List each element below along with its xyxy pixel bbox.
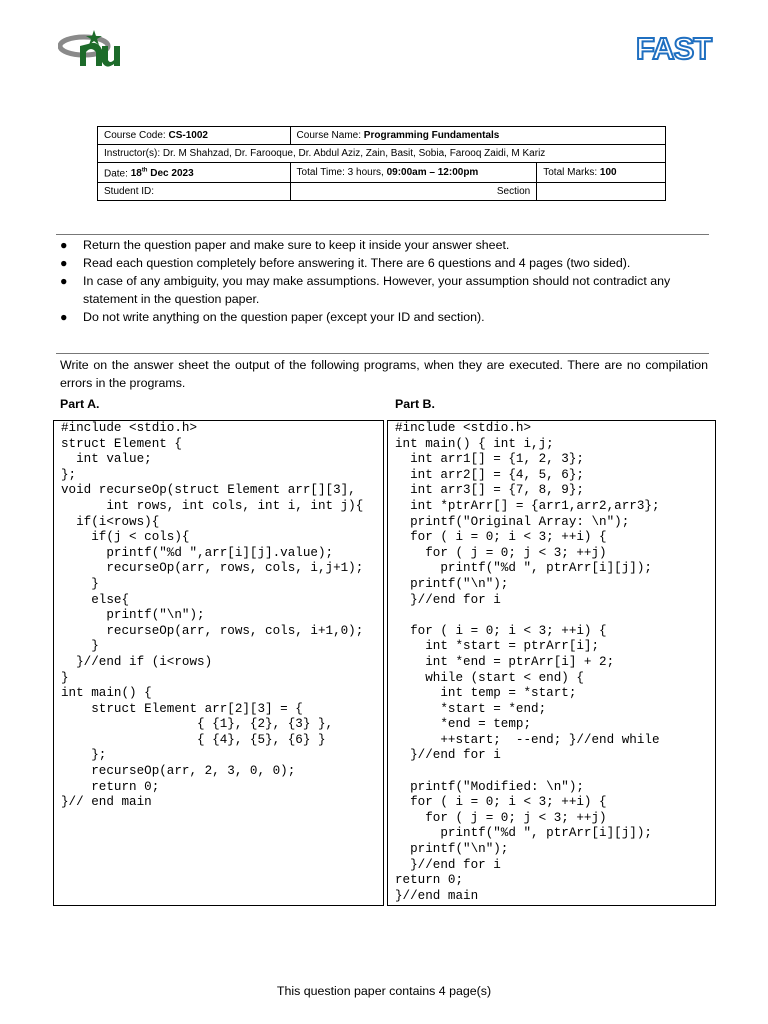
list-item: ● Return the question paper and make sure to keep it inside your answer sheet.: [60, 238, 510, 252]
code-line: for ( j = 0; j < 3; ++j): [395, 545, 607, 560]
list-item: ● Do not write anything on the question paper (except your ID and section).: [60, 310, 485, 324]
code-line: printf("Original Array: \n");: [395, 514, 630, 529]
code-line: for ( i = 0; i < 3; ++i) {: [395, 795, 607, 810]
total-time-cell: Total Time: 3 hours, 09:00am – 12:00pm: [290, 163, 537, 183]
code-line: if(j < cols){: [61, 530, 190, 545]
list-item: ● In case of any ambiguity, you may make assumptions. However, your assumption should not contradict any statement in the question paper.: [60, 274, 671, 306]
code-line: }//end for i: [395, 592, 501, 607]
date-cell: Date: 18th Dec 2023: [98, 163, 291, 183]
instructions-list: [56, 236, 712, 326]
code-line: int *end = ptrArr[i] + 2;: [395, 654, 615, 669]
part-b-label: Part B.: [395, 397, 435, 411]
exam-info-row-student: [98, 183, 666, 201]
code-line: *start = *end;: [395, 701, 547, 716]
code-line: #include <stdio.h>: [395, 421, 532, 435]
part-a-code-box: [53, 420, 384, 906]
code-line: while (start < end) {: [395, 670, 584, 685]
code-line: }//end main: [395, 888, 479, 903]
question-intro: Write on the answer sheet the output of the following programs, when they are executed. There are no compilation errors in the programs.: [60, 358, 708, 390]
code-line: int main() { int i,j;: [395, 436, 554, 451]
code-line: { {1}, {2}, {3} },: [61, 717, 334, 732]
nu-logo-icon: [58, 26, 122, 70]
list-item: ● Read each question completely before answering it. There are 6 questions and 4 pages (two sided).: [60, 256, 631, 270]
code-line: int *ptrArr[] = {arr1,arr2,arr3};: [395, 498, 660, 513]
exam-info-row-instructors: [98, 145, 666, 163]
code-line: }: [61, 576, 99, 591]
code-line: int arr3[] = {7, 8, 9};: [395, 483, 584, 498]
code-line: printf("\n");: [61, 608, 205, 623]
code-line: { {4}, {5}, {6} }: [61, 732, 326, 747]
code-line: int value;: [61, 452, 152, 467]
divider: [56, 353, 709, 354]
student-id-cell[interactable]: Student ID:: [98, 183, 291, 201]
code-line: };: [61, 748, 107, 763]
code-line: if(i<rows){: [61, 514, 160, 529]
bullet-icon: ●: [60, 238, 68, 252]
code-line: printf("%d ",arr[i][j].value);: [61, 545, 334, 560]
bullet-icon: ●: [60, 274, 68, 288]
section-value-cell[interactable]: [537, 183, 666, 201]
code-line: return 0;: [395, 873, 464, 888]
section-cell[interactable]: Section: [290, 183, 537, 201]
part-b-code-box: [387, 420, 716, 906]
code-line: struct Element arr[2][3] = {: [61, 701, 303, 716]
course-name-cell: Course Name: Programming Fundamentals: [290, 127, 665, 145]
code-line: printf("%d ", ptrArr[i][j]);: [395, 561, 652, 576]
bullet-icon: ●: [60, 310, 68, 324]
code-line: int temp = *start;: [395, 686, 577, 701]
code-line: }//end if (i<rows): [61, 654, 213, 669]
svg-text:FAST: FAST: [636, 32, 712, 62]
code-line: }: [61, 639, 99, 654]
exam-info-row-date: [98, 163, 666, 183]
code-line: for ( j = 0; j < 3; ++j): [395, 810, 607, 825]
code-line: int arr1[] = {1, 2, 3};: [395, 452, 584, 467]
part-a-label: Part A.: [60, 397, 100, 411]
code-line: }//end for i: [395, 748, 501, 763]
total-marks-cell: Total Marks: 100: [537, 163, 666, 183]
course-code-cell: Course Code: CS-1002: [98, 127, 291, 145]
code-line: [395, 764, 715, 780]
code-line: #include <stdio.h>: [61, 421, 198, 435]
code-line: }: [61, 670, 69, 685]
code-line: for ( i = 0; i < 3; ++i) {: [395, 623, 607, 638]
instructors-cell: Instructor(s): Dr. M Shahzad, Dr. Farooque, Dr. Abdul Aziz, Zain, Basit, Sobia, Farooq Zaidi, M Kariz: [98, 145, 666, 163]
code-line: }// end main: [61, 795, 152, 810]
code-line: recurseOp(arr, rows, cols, i+1,0);: [61, 623, 364, 638]
code-line: ++start; --end; }//end while: [395, 732, 660, 747]
code-line: *end = temp;: [395, 717, 532, 732]
code-line: }//end for i: [395, 857, 501, 872]
code-line: printf("\n");: [395, 576, 509, 591]
code-line: void recurseOp(struct Element arr[][3],: [61, 483, 356, 498]
code-line: return 0;: [61, 779, 160, 794]
bullet-icon: ●: [60, 256, 68, 270]
code-line: printf("Modified: \n");: [395, 779, 584, 794]
code-line: int rows, int cols, int i, int j){: [61, 498, 364, 513]
code-line: else{: [61, 592, 130, 607]
exam-info-row-course: [98, 127, 666, 145]
code-line: recurseOp(arr, 2, 3, 0, 0);: [61, 764, 296, 779]
code-line: [395, 608, 715, 624]
fast-logo-icon: [636, 32, 718, 62]
divider: [56, 234, 709, 235]
code-line: struct Element {: [61, 436, 182, 451]
code-line: int arr2[] = {4, 5, 6};: [395, 467, 584, 482]
code-line: for ( i = 0; i < 3; ++i) {: [395, 530, 607, 545]
code-line: int *start = ptrArr[i];: [395, 639, 600, 654]
code-line: };: [61, 467, 77, 482]
exam-info-table: [97, 126, 666, 201]
code-line: recurseOp(arr, rows, cols, i,j+1);: [61, 561, 364, 576]
code-line: printf("%d ", ptrArr[i][j]);: [395, 826, 652, 841]
page-footer: This question paper contains 4 page(s): [276, 984, 492, 998]
code-line: printf("\n");: [395, 842, 509, 857]
code-line: int main() {: [61, 686, 152, 701]
